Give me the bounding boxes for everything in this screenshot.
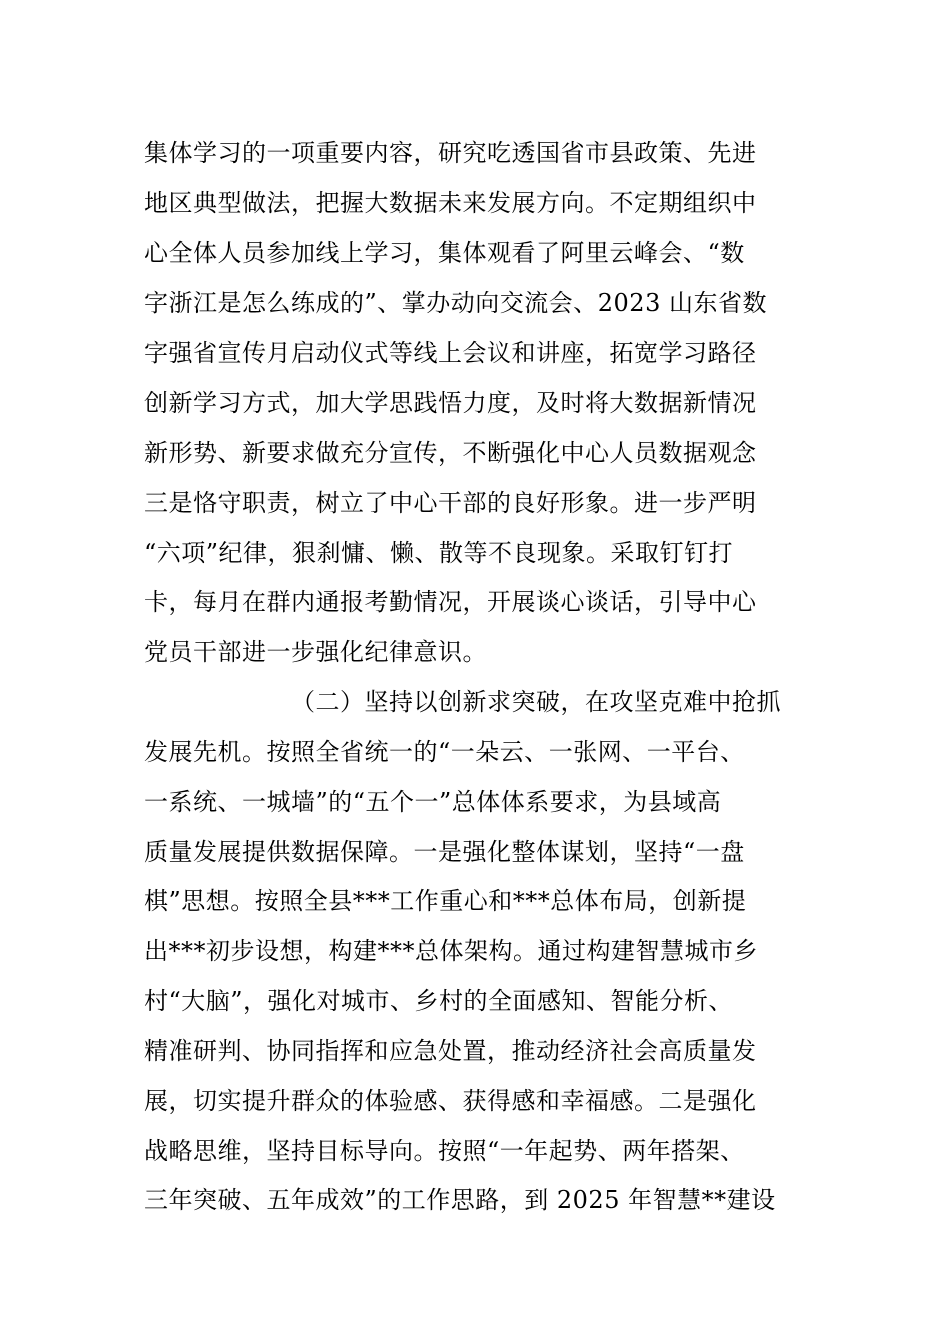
section-heading: （二）坚持以创新求突破，在攻坚克难中抢抓: [291, 688, 781, 716]
text-line: 质量发展提供数据保障。一是强化整体谋划，坚持“一盘: [144, 838, 745, 866]
text-line: 新形势、新要求做充分宣传，不断强化中心人员数据观念: [144, 439, 757, 467]
text-line: 一系统、一城墙”的“五个一”总体体系要求，为县域高: [144, 788, 722, 816]
text-line: 发展先机。按照全省统一的“一朵云、一张网、一平台、: [144, 738, 745, 766]
text-line: 心全体人员参加线上学习，集体观看了阿里云峰会、“数: [144, 239, 745, 267]
text-line: 展，切实提升群众的体验感、获得感和幸福感。二是强化: [144, 1087, 757, 1115]
text-line: 三年突破、五年成效”的工作思路，到 2025 年智慧**建设: [144, 1186, 776, 1214]
text-line: 集体学习的一项重要内容，研究吃透国省市县政策、先进: [144, 139, 757, 167]
text-line: 字强省宣传月启动仪式等线上会议和讲座，拓宽学习路径: [144, 339, 757, 367]
text-line: 党员干部进一步强化纪律意识。: [144, 638, 487, 666]
text-line: 地区典型做法，把握大数据未来发展方向。不定期组织中: [144, 189, 757, 217]
text-line: 村“大脑”，强化对城市、乡村的全面感知、智能分析、: [144, 987, 734, 1015]
text-line: 创新学习方式，加大学思践悟力度，及时将大数据新情况: [144, 389, 757, 417]
text-line: “六项”纪律，狠刹慵、懒、散等不良现象。采取钉钉打: [144, 539, 734, 567]
text-line: 出***初步设想，构建***总体架构。通过构建智慧城市乡: [144, 937, 758, 965]
text-line: 字浙江是怎么练成的”、掌办动向交流会、2023 山东省数: [144, 289, 767, 317]
text-line: 卡，每月在群内通报考勤情况，开展谈心谈话，引导中心: [144, 588, 757, 616]
text-line: 战略思维，坚持目标导向。按照“一年起势、两年搭架、: [144, 1137, 745, 1165]
text-line: 三是恪守职责，树立了中心干部的良好形象。进一步严明: [144, 489, 757, 517]
text-line: 精准研判、协同指挥和应急处置，推动经济社会高质量发: [144, 1037, 757, 1065]
text-line: 棋”思想。按照全县***工作重心和***总体布局，创新提: [144, 887, 747, 915]
